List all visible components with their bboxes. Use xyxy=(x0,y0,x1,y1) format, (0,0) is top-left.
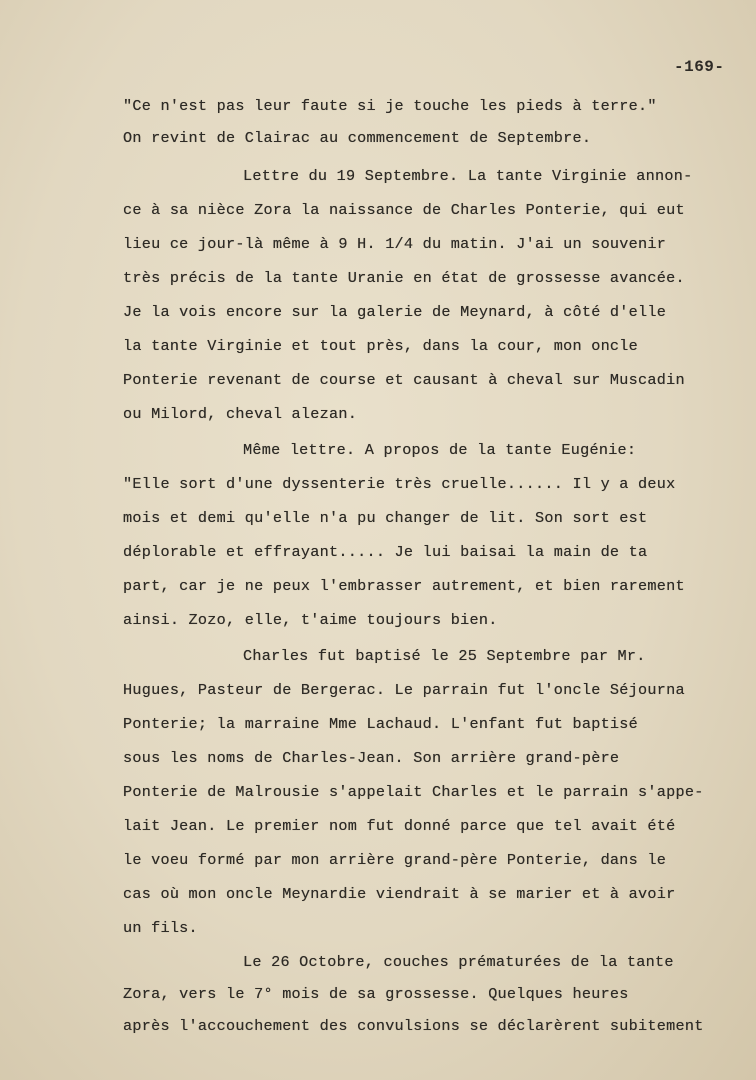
text-line: "Elle sort d'une dyssenterie très cruelle...... Il y a deux xyxy=(123,475,676,493)
text-line: Le 26 Octobre, couches prématurées de la tante xyxy=(243,953,674,971)
text-line: lieu ce jour-là même à 9 H. 1/4 du matin. J'ai un souvenir xyxy=(123,235,667,253)
text-line: Zora, vers le 7° mois de sa grossesse. Quelques heures xyxy=(123,985,629,1003)
page-number: -169- xyxy=(674,58,725,76)
text-line: lait Jean. Le premier nom fut donné parce que tel avait été xyxy=(123,817,676,835)
text-line: un fils. xyxy=(123,919,198,937)
text-line: le voeu formé par mon arrière grand-père Ponterie, dans le xyxy=(123,851,667,869)
text-line: "Ce n'est pas leur faute si je touche les pieds à terre." xyxy=(123,97,657,115)
text-line: ainsi. Zozo, elle, t'aime toujours bien. xyxy=(123,611,498,629)
text-line: Hugues, Pasteur de Bergerac. Le parrain fut l'oncle Séjourna xyxy=(123,681,685,699)
text-line: Même lettre. A propos de la tante Eugénie: xyxy=(243,441,637,459)
text-line: Ponterie; la marraine Mme Lachaud. L'enfant fut baptisé xyxy=(123,715,639,733)
text-line: sous les noms de Charles-Jean. Son arrière grand-père xyxy=(123,749,620,767)
text-line: Je la vois encore sur la galerie de Meynard, à côté d'elle xyxy=(123,303,667,321)
text-line: Ponterie de Malrousie s'appelait Charles et le parrain s'appe- xyxy=(123,783,704,801)
text-line: déplorable et effrayant..... Je lui baisai la main de ta xyxy=(123,543,648,561)
text-line: Ponterie revenant de course et causant à cheval sur Muscadin xyxy=(123,371,685,389)
text-line: ou Milord, cheval alezan. xyxy=(123,405,358,423)
text-line: On revint de Clairac au commencement de Septembre. xyxy=(123,129,592,147)
text-line: après l'accouchement des convulsions se déclarèrent subitement xyxy=(123,1017,704,1035)
text-line: part, car je ne peux l'embrasser autrement, et bien rarement xyxy=(123,577,685,595)
text-line: Lettre du 19 Septembre. La tante Virginie annon- xyxy=(243,167,693,185)
text-line: la tante Virginie et tout près, dans la cour, mon oncle xyxy=(123,337,639,355)
text-line: ce à sa nièce Zora la naissance de Charles Ponterie, qui eut xyxy=(123,201,685,219)
text-line: mois et demi qu'elle n'a pu changer de lit. Son sort est xyxy=(123,509,648,527)
text-line: Charles fut baptisé le 25 Septembre par Mr. xyxy=(243,647,646,665)
text-line: cas où mon oncle Meynardie viendrait à se marier et à avoir xyxy=(123,885,676,903)
text-line: très précis de la tante Uranie en état de grossesse avancée. xyxy=(123,269,685,287)
